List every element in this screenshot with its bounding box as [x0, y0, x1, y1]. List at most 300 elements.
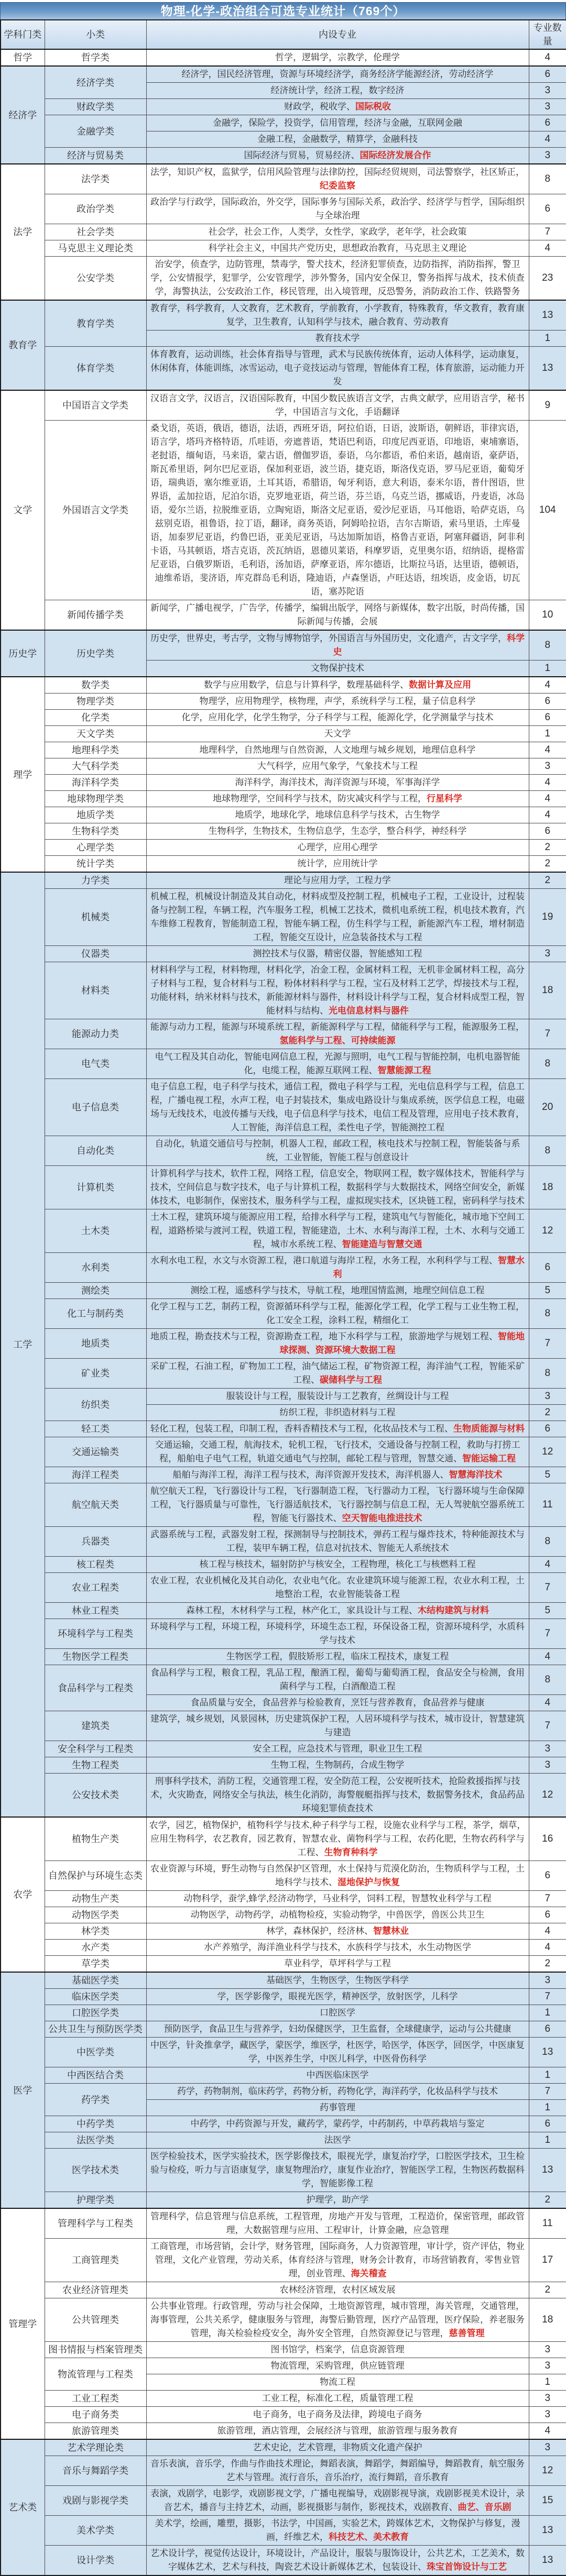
majors-cell	[146, 807, 529, 823]
table-row	[1, 2298, 566, 2342]
majors-cell	[146, 2116, 529, 2132]
minor-category-cell: 地质类	[45, 1329, 146, 1359]
discipline-cell: 历史学	[1, 630, 45, 677]
minor-category-cell: 中西医结合类	[45, 2067, 146, 2084]
majors-cell	[146, 1603, 529, 1619]
header-majors: 内设专业	[146, 20, 529, 49]
count-cell: 4	[529, 2423, 566, 2440]
count-cell: 4	[529, 742, 566, 758]
majors-text: 汉语言文学，汉语言，汉语国际教育，中国少数民族语言文学，古典文献学，应用语言学，秘书学，中国语言与文化，手语翻译	[150, 393, 525, 417]
table-row	[1, 2149, 566, 2192]
majors-text: 生物医学工程，假肢矫形工程，临床工程技术，康复工程	[226, 1652, 449, 1661]
count-cell: 8	[529, 1665, 566, 1695]
majors-highlight: 木结构建筑与材料	[418, 1605, 489, 1615]
minor-category-cell: 自动化类	[45, 1136, 146, 1166]
minor-category-cell: 机械类	[45, 889, 146, 946]
majors-highlight: 空天智能电推进技术	[342, 1513, 422, 1523]
table-row	[1, 347, 566, 391]
count-cell: 3	[529, 1741, 566, 1757]
count-cell: 23	[529, 257, 566, 301]
count-cell: 6	[529, 2116, 566, 2132]
discipline-cell: 经济学	[1, 66, 45, 164]
majors-cell	[146, 758, 529, 775]
minor-category-cell: 自然保护与环境生态类	[45, 1861, 146, 1891]
majors-cell	[146, 1389, 529, 1405]
majors-text: 政治学与行政学，国际政治，外交学，国际事务与国际关系，政治学、经济学与哲学，国际组织与全球治理	[150, 197, 525, 221]
table-row	[1, 775, 566, 791]
majors-text: 文物保护技术	[311, 663, 364, 673]
table-row	[1, 677, 566, 693]
table-row	[1, 1907, 566, 1923]
table-row	[1, 1389, 566, 1405]
count-cell: 6	[529, 693, 566, 710]
count-cell: 4	[529, 775, 566, 791]
majors-text: 化学工程与工艺，制药工程，资源循环科学与工程，能源化学工程，化学工程与工业生物工程，化工安全工程，涂料工程，精细化工	[150, 1302, 525, 1325]
count-cell: 7	[529, 2084, 566, 2100]
majors-text: 社会学，社会工作，人类学，女性学，家政学，老年学，社会政策	[208, 227, 467, 237]
majors-cell	[146, 823, 529, 840]
discipline-cell: 艺术类	[1, 2439, 45, 2575]
discipline-cell: 医学	[1, 1972, 45, 2208]
table-row	[1, 856, 566, 873]
count-cell: 6	[529, 194, 566, 224]
minor-category-cell: 口腔医学类	[45, 2005, 146, 2021]
majors-cell	[146, 2423, 529, 2440]
count-cell: 3	[529, 148, 566, 164]
table-row	[1, 2439, 566, 2456]
majors-text: 口腔医学	[320, 2008, 355, 2018]
majors-text: 测绘工程，遥感科学与技术，导航工程，地理国情监测，地理空间信息工程	[190, 1285, 485, 1295]
majors-cell	[146, 2407, 529, 2423]
majors-cell	[146, 2298, 529, 2342]
majors-text: 机械工程，机械设计制造及其自动化，材料成型及控制工程，机械电子工程，工业设计，过程装备与控制工程，车辆工程，汽车服务工程，机械工艺技术，微机电系统工程，机电技术教育，汽车维修工程教育，智能制造工程，智能车辆工程，仿生科学与工程，新能源汽车工程，增材制造工程，智能交互设计，应急装备技术与工程	[150, 891, 525, 942]
minor-category-cell: 草学类	[45, 1956, 146, 1973]
majors-text: 经济学，国民经济管理，资源与环境经济学，商务经济学能源经济，劳动经济学	[181, 69, 494, 79]
majors-highlight: 国际税收	[355, 102, 391, 112]
majors-cell	[146, 1817, 529, 1861]
count-cell: 8	[529, 630, 566, 660]
table-row	[1, 164, 566, 194]
table-row	[1, 2516, 566, 2546]
table-row	[1, 1956, 566, 1973]
majors-cell	[146, 1774, 529, 1818]
count-cell: 4	[529, 1649, 566, 1665]
majors-cell	[146, 726, 529, 742]
majors-cell	[146, 1283, 529, 1299]
minor-category-cell: 林业工程类	[45, 1603, 146, 1619]
table-row	[1, 2067, 566, 2084]
table-row	[1, 257, 566, 301]
table-row	[1, 1467, 566, 1483]
minor-category-cell: 历史学类	[45, 630, 146, 677]
count-cell: 4	[529, 240, 566, 257]
count-cell: 17	[529, 2239, 566, 2282]
minor-category-cell: 测绘类	[45, 1283, 146, 1299]
count-cell: 6	[529, 823, 566, 840]
table-body	[1, 49, 566, 2575]
majors-cell	[146, 148, 529, 164]
minor-category-cell: 力学类	[45, 872, 146, 889]
minor-category-cell: 电气类	[45, 1049, 146, 1079]
table-row	[1, 2456, 566, 2486]
count-cell: 1	[529, 2132, 566, 2149]
majors-text: 地球物理学，空间科学与技术，防灾减灾科学与工程，	[213, 794, 427, 803]
table-row	[1, 2192, 566, 2209]
header-row	[1, 20, 566, 49]
minor-category-cell: 天文学类	[45, 726, 146, 742]
majors-text: 计算机科学与技术，软件工程，网络工程，信息安全，物联网工程，数字媒体技术，智能科学与技术，空间信息与数字技术，电子与计算机工程，数据科学与大数据技术，网络空间安全，新媒体技术，电影制作，保密技术，服务科学与工程，虚拟现实技术，区块链工程，密码科学与技术	[150, 1169, 525, 1206]
table-row	[1, 2546, 566, 2576]
table-row	[1, 1329, 566, 1359]
count-cell: 7	[529, 1329, 566, 1359]
count-cell: 12	[529, 1437, 566, 1467]
count-cell: 3	[529, 1972, 566, 1989]
count-cell: 2	[529, 1956, 566, 1973]
minor-category-cell: 政治学类	[45, 194, 146, 224]
majors-highlight: 科技艺术、美术教育	[329, 2532, 409, 2542]
majors-text: 电子信息工程，电子科学与技术，通信工程，微电子科学与工程，光电信息科学与工程，信息工程，广播电视工程，水声工程，电子封装技术，集成电路设计与集成系统，医学信息工程，电磁场与无线技术，电波传播与天线，电子信息科学与技术，电信工程及管理，应用电子技术教育，人工智能，海洋信息工程，柔性电子学，智能测控工程	[150, 1082, 525, 1132]
count-cell: 7	[529, 1019, 566, 1049]
table-row	[1, 115, 566, 131]
count-cell: 2	[529, 2282, 566, 2298]
majors-text: 理论与应用力学，工程力学	[284, 875, 391, 885]
majors-cell	[146, 742, 529, 758]
minor-category-cell: 统计学类	[45, 856, 146, 873]
majors-table	[0, 19, 566, 2576]
majors-text: 法医学	[324, 2135, 351, 2145]
table-row	[1, 1437, 566, 1467]
majors-text: 地质学，地球化学，地球信息科学与技术，古生物学	[235, 810, 440, 820]
majors-highlight: 行星科学	[427, 794, 462, 803]
majors-text: 图书馆学，档案学，信息资源管理	[270, 2344, 405, 2354]
count-cell: 2	[529, 856, 566, 873]
table-row	[1, 224, 566, 240]
count-cell: 6	[529, 1253, 566, 1283]
discipline-cell: 理学	[1, 677, 45, 872]
majors-highlight: 碳储科学与工程	[320, 1375, 382, 1385]
count-cell: 8	[529, 1359, 566, 1389]
count-cell: 3	[529, 2391, 566, 2407]
majors-cell	[146, 1299, 529, 1329]
majors-cell	[146, 660, 529, 677]
minor-category-cell: 地球物理学类	[45, 791, 146, 807]
majors-text: 心理学，应用心理学	[297, 842, 378, 852]
majors-cell	[146, 194, 529, 224]
majors-text: 动物医学，动物药学，动植物检疫，实验动物学，中兽医学，兽医公共卫生	[190, 1910, 485, 1920]
header-count: 专业数量	[529, 20, 566, 49]
majors-cell	[146, 257, 529, 301]
table-row	[1, 66, 566, 83]
majors-cell	[146, 164, 529, 194]
count-cell: 13	[529, 347, 566, 391]
count-cell: 7	[529, 1989, 566, 2005]
majors-cell	[146, 224, 529, 240]
count-cell: 8	[529, 164, 566, 194]
majors-text: 工商管理，市场营销，会计学，财务管理，国际商务，人力资源管理，审计学，资产评估，物业管理，文化产业管理，劳动关系，体育经济与管理，财务会计教育，市场营销教育，零售业管理，创业管理、	[150, 2241, 525, 2278]
count-cell: 3	[529, 2342, 566, 2358]
minor-category-cell: 地理科学类	[45, 742, 146, 758]
majors-text: 纺织工程，非织造材料与工程	[279, 1407, 396, 1417]
table-row	[1, 2342, 566, 2358]
majors-text: 农业资源与环境，野生动物与自然保护区管理，水土保持与荒漠化防治，生物质科学与工程，土地科学与技术、	[150, 1864, 525, 1887]
count-cell: 6	[529, 1861, 566, 1891]
count-cell: 2	[529, 840, 566, 856]
majors-text: 土木工程，建筑环境与能源应用工程，给排水科学与工程，建筑电气与智能化，城市地下空间工程，道路桥梁与渡河工程，铁道工程，智能建造，土木、水利与海洋工程，土木、水利与交通工程，城市水系统工程、	[150, 1212, 525, 1249]
majors-text: 建筑学，城乡规划，风景园林，历史建筑保护工程，人居环境科学与技术，城市设计，智慧建筑与建造	[150, 1714, 525, 1737]
majors-cell	[146, 710, 529, 726]
majors-cell	[146, 2149, 529, 2192]
count-cell: 6	[529, 115, 566, 131]
count-cell: 13	[529, 2038, 566, 2067]
majors-cell	[146, 2005, 529, 2021]
majors-cell	[146, 840, 529, 856]
minor-category-cell: 艺术学理论类	[45, 2439, 146, 2456]
count-cell: 18	[529, 1166, 566, 1209]
discipline-cell: 哲学	[1, 49, 45, 66]
count-cell: 12	[529, 1774, 566, 1818]
minor-category-cell: 工商管理类	[45, 2239, 146, 2282]
majors-cell	[146, 2374, 529, 2391]
minor-category-cell: 食品科学与工程类	[45, 1665, 146, 1711]
count-cell: 8	[529, 1136, 566, 1166]
minor-category-cell: 物理学类	[45, 693, 146, 710]
majors-text: 国际经济与贸易，贸易经济、	[244, 150, 360, 160]
count-cell: 3	[529, 2358, 566, 2374]
majors-cell	[146, 2282, 529, 2298]
majors-text: 农业工程，农业机械化及其自动化，农业电气化。农业建筑环境与能源工程，农业水利工程，土地整治工程，农业智能装备工程	[150, 1576, 525, 1599]
majors-cell	[146, 677, 529, 693]
minor-category-cell: 设计学类	[45, 2546, 146, 2576]
page-title: 物理-化学-政治组合可选专业统计（769个）	[0, 2, 566, 19]
discipline-cell: 工学	[1, 872, 45, 1817]
table-row	[1, 2358, 566, 2374]
table-row	[1, 742, 566, 758]
minor-category-cell: 生物医学工程类	[45, 1649, 146, 1665]
majors-text: 教育技术学	[315, 333, 360, 343]
count-cell: 3	[529, 758, 566, 775]
table-row	[1, 807, 566, 823]
majors-cell	[146, 49, 529, 66]
majors-cell	[146, 2456, 529, 2486]
table-row	[1, 1209, 566, 1253]
majors-cell	[146, 1557, 529, 1573]
majors-cell	[146, 2516, 529, 2546]
majors-cell	[146, 775, 529, 791]
table-row	[1, 1019, 566, 1049]
majors-cell	[146, 115, 529, 131]
table-row	[1, 2084, 566, 2100]
majors-text: 生物科学，生物技术，生物信息学，生态学，整合科学，神经科学	[208, 826, 467, 836]
minor-category-cell: 中医学类	[45, 2038, 146, 2067]
minor-category-cell: 水产类	[45, 1940, 146, 1956]
table-row	[1, 1861, 566, 1891]
majors-text: 治安学，侦查学，边防管理，禁毒学，警犬技术，经济犯罪侦查，边防指挥，消防指挥，警卫学，公安情报学，犯罪学，公安管理学，涉外警务，国内安全保卫，警务指挥与战术，技术侦查学，海警执法，公安政治工作，移民管理，出入境管理，反恐警务，消防政治工作、铁路警务	[150, 259, 525, 296]
count-cell: 6	[529, 2021, 566, 2038]
table-row	[1, 1049, 566, 1079]
minor-category-cell: 马克思主义理论类	[45, 240, 146, 257]
count-cell: 4	[529, 791, 566, 807]
majors-cell	[146, 962, 529, 1019]
majors-highlight: 海关稽查	[351, 2269, 387, 2278]
minor-category-cell: 图书情报与档案管理类	[45, 2342, 146, 2358]
majors-highlight: 智能建造与智慧交通	[342, 1239, 422, 1249]
minor-category-cell: 环境科学与工程类	[45, 1619, 146, 1649]
majors-text: 物流管理，采购管理，供应链管理	[270, 2361, 405, 2371]
minor-category-cell: 农业经济管理类	[45, 2282, 146, 2298]
table-row	[1, 390, 566, 421]
minor-category-cell: 物流管理与工程类	[45, 2358, 146, 2391]
minor-category-cell: 核工程类	[45, 1557, 146, 1573]
count-cell: 15	[529, 2486, 566, 2516]
minor-category-cell: 哲学类	[45, 49, 146, 66]
majors-highlight: 智慧能源工程	[377, 1065, 431, 1075]
count-cell: 7	[529, 224, 566, 240]
minor-category-cell: 公安技术类	[45, 1774, 146, 1818]
majors-text: 科学社会主义，中国共产党历史，思想政治教育，马克思主义理论	[208, 243, 467, 253]
majors-text: 历史学，世界史，考古学，文物与博物馆学，外国语言与外国历史，文化遗产，古文字学，	[150, 633, 507, 643]
majors-text: 安全工程，应急技术与管理，职业卫生工程	[253, 1744, 422, 1754]
majors-text: 公共事业管理。行政管理，劳动与社会保障，土地资源管理，城市管理，海关管理，交通管理，海事管理，公共关系学，健康服务与管理，海警后勤管理，医疗产品管理，医疗保险，养老服务管理，海关检验检疫安全，海外安全管理，自然资源登记与管理，	[150, 2301, 525, 2338]
majors-cell	[146, 1527, 529, 1557]
majors-cell	[146, 2358, 529, 2374]
majors-cell	[146, 1209, 529, 1253]
majors-cell	[146, 1573, 529, 1603]
majors-cell	[146, 872, 529, 889]
majors-cell	[146, 331, 529, 347]
majors-cell	[146, 2084, 529, 2100]
count-cell: 13	[529, 2149, 566, 2192]
majors-text: 食品质量与安全，食品营养与检验教育，烹饪与营养教育，食品营养与健康	[190, 1698, 485, 1708]
minor-category-cell: 轻工类	[45, 1421, 146, 1437]
count-cell: 3	[529, 2439, 566, 2456]
majors-highlight: 光电信息材料与器件	[329, 1006, 409, 1016]
minor-category-cell: 安全科学与工程类	[45, 1741, 146, 1757]
majors-text: 中医学，针灸推拿学，藏医学，蒙医学，维医学，杜医学，哈医学，体医学，回医学，中医康复学，中医养生学，中医儿科学，中医骨伤科学	[150, 2040, 525, 2064]
majors-cell	[146, 99, 529, 115]
table-row	[1, 99, 566, 115]
count-cell: 8	[529, 1299, 566, 1329]
majors-text: 法学，知识产权，监狱学，信用风险管理与法律防控，国际经贸规则，司法警察学，社区矫正，	[150, 167, 525, 177]
table-row	[1, 962, 566, 1019]
majors-text: 自动化，轨道交通信号与控制，机器人工程，邮政工程，核电技术与控制工程，智能装备与系统，工业智能，智能工程与创意设计	[155, 1139, 520, 1162]
count-cell: 4	[529, 131, 566, 148]
minor-category-cell: 体育学类	[45, 347, 146, 391]
majors-text: 教育学，科学教育，人文教育，艺术教育，学前教育，小学教育，特殊教育，华文教育，教育康复学，卫生教育，认知科学与技术，融合教育、劳动教育	[150, 303, 525, 327]
minor-category-cell: 植物生产类	[45, 1817, 146, 1861]
table-row	[1, 710, 566, 726]
majors-text: 核工程与核技术，辐射防护与核安全，工程物理，核化工与核燃料工程	[199, 1559, 476, 1569]
minor-category-cell: 工业工程类	[45, 2391, 146, 2407]
table-row	[1, 889, 566, 946]
majors-cell	[146, 390, 529, 421]
table-row	[1, 1283, 566, 1299]
majors-cell	[146, 2100, 529, 2116]
table-row	[1, 1774, 566, 1818]
table-row	[1, 2282, 566, 2298]
header-minor-category: 小类	[45, 20, 146, 49]
majors-cell	[146, 131, 529, 148]
table-row	[1, 2038, 566, 2067]
majors-text: 数学与应用数学，信息与计算科学，数理基础科学、	[204, 680, 409, 690]
majors-text: 生物工程，生物制药，合成生物学	[270, 1760, 405, 1770]
count-cell: 7	[529, 1619, 566, 1649]
count-cell: 6	[529, 1421, 566, 1437]
majors-highlight: 珠宝首饰设计与工艺	[427, 2562, 507, 2572]
minor-category-cell: 矿业类	[45, 1359, 146, 1389]
majors-text: 服装设计与工程，服装设计与工艺教育，丝绸设计与工程	[226, 1391, 449, 1401]
count-cell: 1	[529, 726, 566, 742]
majors-cell	[146, 889, 529, 946]
majors-text: 医学检验技术，医学实验技术，医学影像技术，眼视光学，康复治疗学，口腔医学技术，卫生检验与检疫，听力与言语康复学，康复物理治疗，康复作业治疗，智能医学工程，生物医药数据科学，智能影像工程	[150, 2151, 525, 2188]
majors-cell	[146, 1907, 529, 1923]
table-row	[1, 1619, 566, 1649]
minor-category-cell: 化工与制药类	[45, 1299, 146, 1329]
majors-cell	[146, 2021, 529, 2038]
majors-text: 森林工程，木材科学与工程，林产化工，家具设计与工程、	[186, 1605, 418, 1615]
table-row	[1, 240, 566, 257]
minor-category-cell: 计算机类	[45, 1166, 146, 1209]
minor-category-cell: 海洋工程类	[45, 1467, 146, 1483]
majors-highlight: 慈善管理	[449, 2328, 485, 2338]
majors-cell	[146, 1741, 529, 1757]
minor-category-cell: 生物工程类	[45, 1757, 146, 1774]
minor-category-cell: 药学类	[45, 2084, 146, 2116]
majors-text: 材料科学与工程，材料物理，材料化学，冶金工程，金属材料工程，无机非金属材料工程，高分子材料与工程，复合材料与工程，粉体材料科学与工程，宝石及材料工艺学，焊接技术与工程，功能材料，纳米材料与技术，新能源材料与器件，材料设计科学与工程，复合材料成型工程，智能材料与结构、	[150, 965, 525, 1016]
majors-cell	[146, 1136, 529, 1166]
majors-text: 地质工程，勘查技术与工程，资源勘查工程，地下水科学与工程，旅游地学与规划工程、	[150, 1331, 498, 1341]
majors-text: 经济统计学，经济工程，数字经济	[270, 85, 405, 95]
table-row	[1, 1253, 566, 1283]
majors-highlight: 生物质能源与材料	[453, 1424, 525, 1434]
count-cell: 12	[529, 2456, 566, 2486]
minor-category-cell: 医学技术类	[45, 2149, 146, 2192]
minor-category-cell: 电子信息类	[45, 1079, 146, 1136]
majors-text: 管理科学，信息管理与信息系统，工程管理，房地产开发与管理，工程造价，保密管理，邮政管理，大数据管理与应用、工程审计，计算金融，应急管理	[150, 2211, 525, 2235]
table-row	[1, 2486, 566, 2516]
table-row	[1, 1483, 566, 1527]
majors-text: 哲学，逻辑学，宗教学，伦理学	[275, 52, 400, 62]
majors-cell	[146, 1437, 529, 1467]
count-cell: 18	[529, 2298, 566, 2342]
count-cell: 4	[529, 1940, 566, 1956]
minor-category-cell: 心理学类	[45, 840, 146, 856]
majors-text: 中西医临床医学	[306, 2070, 369, 2080]
majors-text: 艺术设计学，视觉传达设计，环境设计，产品设计，服装与服饰设计，公共艺术，工艺美术，数字媒体艺术，艺术与科技，陶瓷艺术设计新媒体艺术，包装设计、	[150, 2548, 525, 2572]
majors-cell	[146, 693, 529, 710]
table-row	[1, 840, 566, 856]
majors-cell	[146, 1405, 529, 1421]
majors-cell	[146, 1049, 529, 1079]
majors-text: 天文学	[324, 729, 351, 739]
table-row	[1, 1557, 566, 1573]
majors-cell	[146, 66, 529, 83]
majors-cell	[146, 1649, 529, 1665]
majors-cell	[146, 1019, 529, 1049]
minor-category-cell: 公共管理类	[45, 2298, 146, 2342]
table-row	[1, 946, 566, 962]
minor-category-cell: 基础医学类	[45, 1972, 146, 1989]
count-cell: 6	[529, 66, 566, 83]
count-cell: 7	[529, 1711, 566, 1741]
majors-cell	[146, 2208, 529, 2239]
table-row	[1, 1166, 566, 1209]
majors-cell	[146, 1619, 529, 1649]
majors-cell	[146, 2391, 529, 2407]
majors-highlight: 智慧海洋技术	[449, 1470, 503, 1480]
minor-category-cell: 戏剧与影视学类	[45, 2486, 146, 2516]
minor-category-cell: 海洋科学类	[45, 775, 146, 791]
count-cell: 7	[529, 1573, 566, 1603]
